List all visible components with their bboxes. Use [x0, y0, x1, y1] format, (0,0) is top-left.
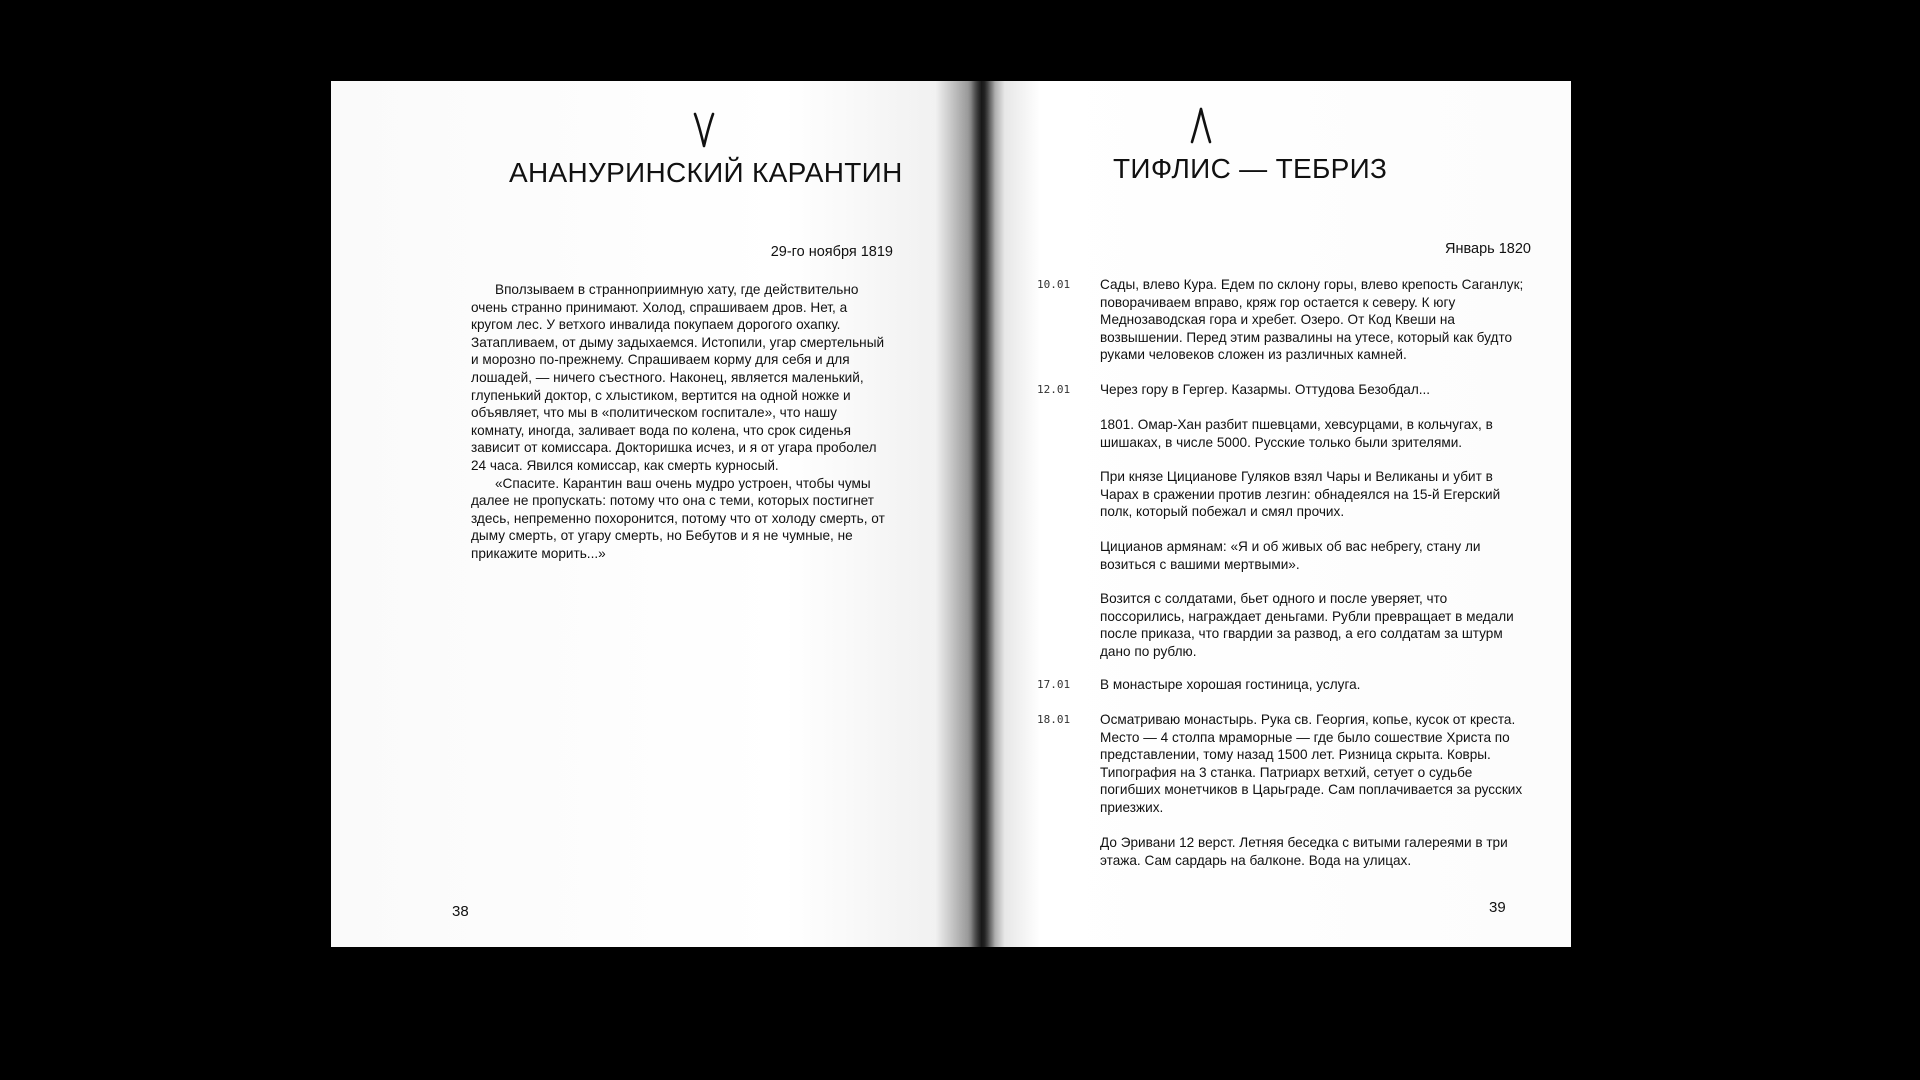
entry-date: 17.01 — [1037, 678, 1071, 691]
page-number: 38 — [452, 903, 469, 920]
entry-text: Сады, влево Кура. Едем по склону горы, влево крепость Саганлук; поворачиваем вправо, кряж гор остается к северу. К югу Меднозаводская гора и хребет. Озеро. От Код Квеши на возвышении. Перед этим развалины на утесе, который как будто руками человеков сложен из различных камней. — [1100, 277, 1524, 363]
entry-date: 10.01 — [1037, 278, 1071, 291]
chapter-date: 29-го ноября 1819 — [770, 244, 893, 260]
entry-date: 18.01 — [1037, 713, 1071, 726]
rune-down-icon — [689, 111, 719, 151]
entry-text: В монастыре хорошая гостиница, услуга. — [1100, 677, 1361, 692]
entry-text: 1801. Омар-Хан разбит пшевцами, хевсурцами, в кольчугах, в шишаках, в числе 5000. Русские только были зрителями. — [1100, 417, 1493, 450]
rune-up-icon — [1186, 105, 1216, 145]
body-text — [471, 281, 889, 563]
entry-text: До Эривани 12 верст. Летняя беседка с витыми галереями в три этажа. Сам сардарь на балконе. Вода на улицах. — [1100, 835, 1508, 868]
entry-text: Осматриваю монастырь. Рука св. Георгия, копье, кусок от креста. Место — 4 столпа мраморные — где было сошествие Христа по представлении, тому назад 1500 лет. Ризница скрыта. Ковры. Типография на 3 станка. Патриарх ветхий, сетует о судьбе погибших монетчиков в Царьграде. Сам поплачивается за русских приезжих. — [1100, 712, 1523, 815]
entry-text: Цицианов армянам: «Я и об живых об вас небрегу, стану ли возиться с вашими мертвыми». — [1100, 539, 1481, 572]
entry-text: Возится с солдатами, бьет одного и после уверяет, что поссорились, награждает деньгами. Рубли превращает в медали после приказа, что гвардии за развод, а его солдатам за штурм дано по рублю. — [1100, 591, 1514, 659]
book-spread — [331, 81, 1571, 947]
entry-text: При князе Цицианове Гуляков взял Чары и Великаны и убит в Чарах в сражении против лезгин: обнадеялся на 15-й Егерский полк, который побежал и смял прочих. — [1100, 469, 1501, 520]
paragraph: Вползываем в страннoприимную хату, где действительно очень странно принимают. Холод, спрашиваем дров. Нет, а кругом лес. У ветхого инвалида покупаем дорогого охапку. Затапливаем, от дыму задыхаемся. Истопили, угар смертельный и морозно по-прежнему. Спрашиваем корму для себя и для лошадей, — ничего съестного. Наконец, является маленький, глупенький доктор, с хлыстиком, вертится на одной ножке и объявляет, что мы в «политическом госпитале», что нашу комнату, иногда, заливает вода по колена, что срок сиденья зависит от комиссара. Докторишка исчез, и я от угара проболел 24 часа. Явился комиссар, как смерть курносый. — [471, 282, 885, 473]
paragraph: «Спасите. Карантин ваш очень мудро устроен, чтобы чумы далее не пропускать: потому что она с теми, которых постигнет здесь, непременно похоронится, потому что от холоду смерть, от дыму смерть, от угару смерть, но Бебутов и я не чумные, не прикажите морить...» — [471, 475, 885, 561]
entry-text: Через гору в Гергер. Казармы. Оттудова Безобдал... — [1100, 382, 1431, 397]
right-page — [981, 81, 1571, 947]
left-page — [331, 81, 981, 947]
chapter-title: АНАНУРИНСКИЙ КАРАНТИН — [509, 157, 903, 188]
chapter-date: Январь 1820 — [1445, 241, 1531, 257]
page-number: 39 — [1489, 899, 1506, 916]
chapter-title: ТИФЛИС — ТЕБРИЗ — [1113, 153, 1388, 184]
entry-date: 12.01 — [1037, 383, 1071, 396]
